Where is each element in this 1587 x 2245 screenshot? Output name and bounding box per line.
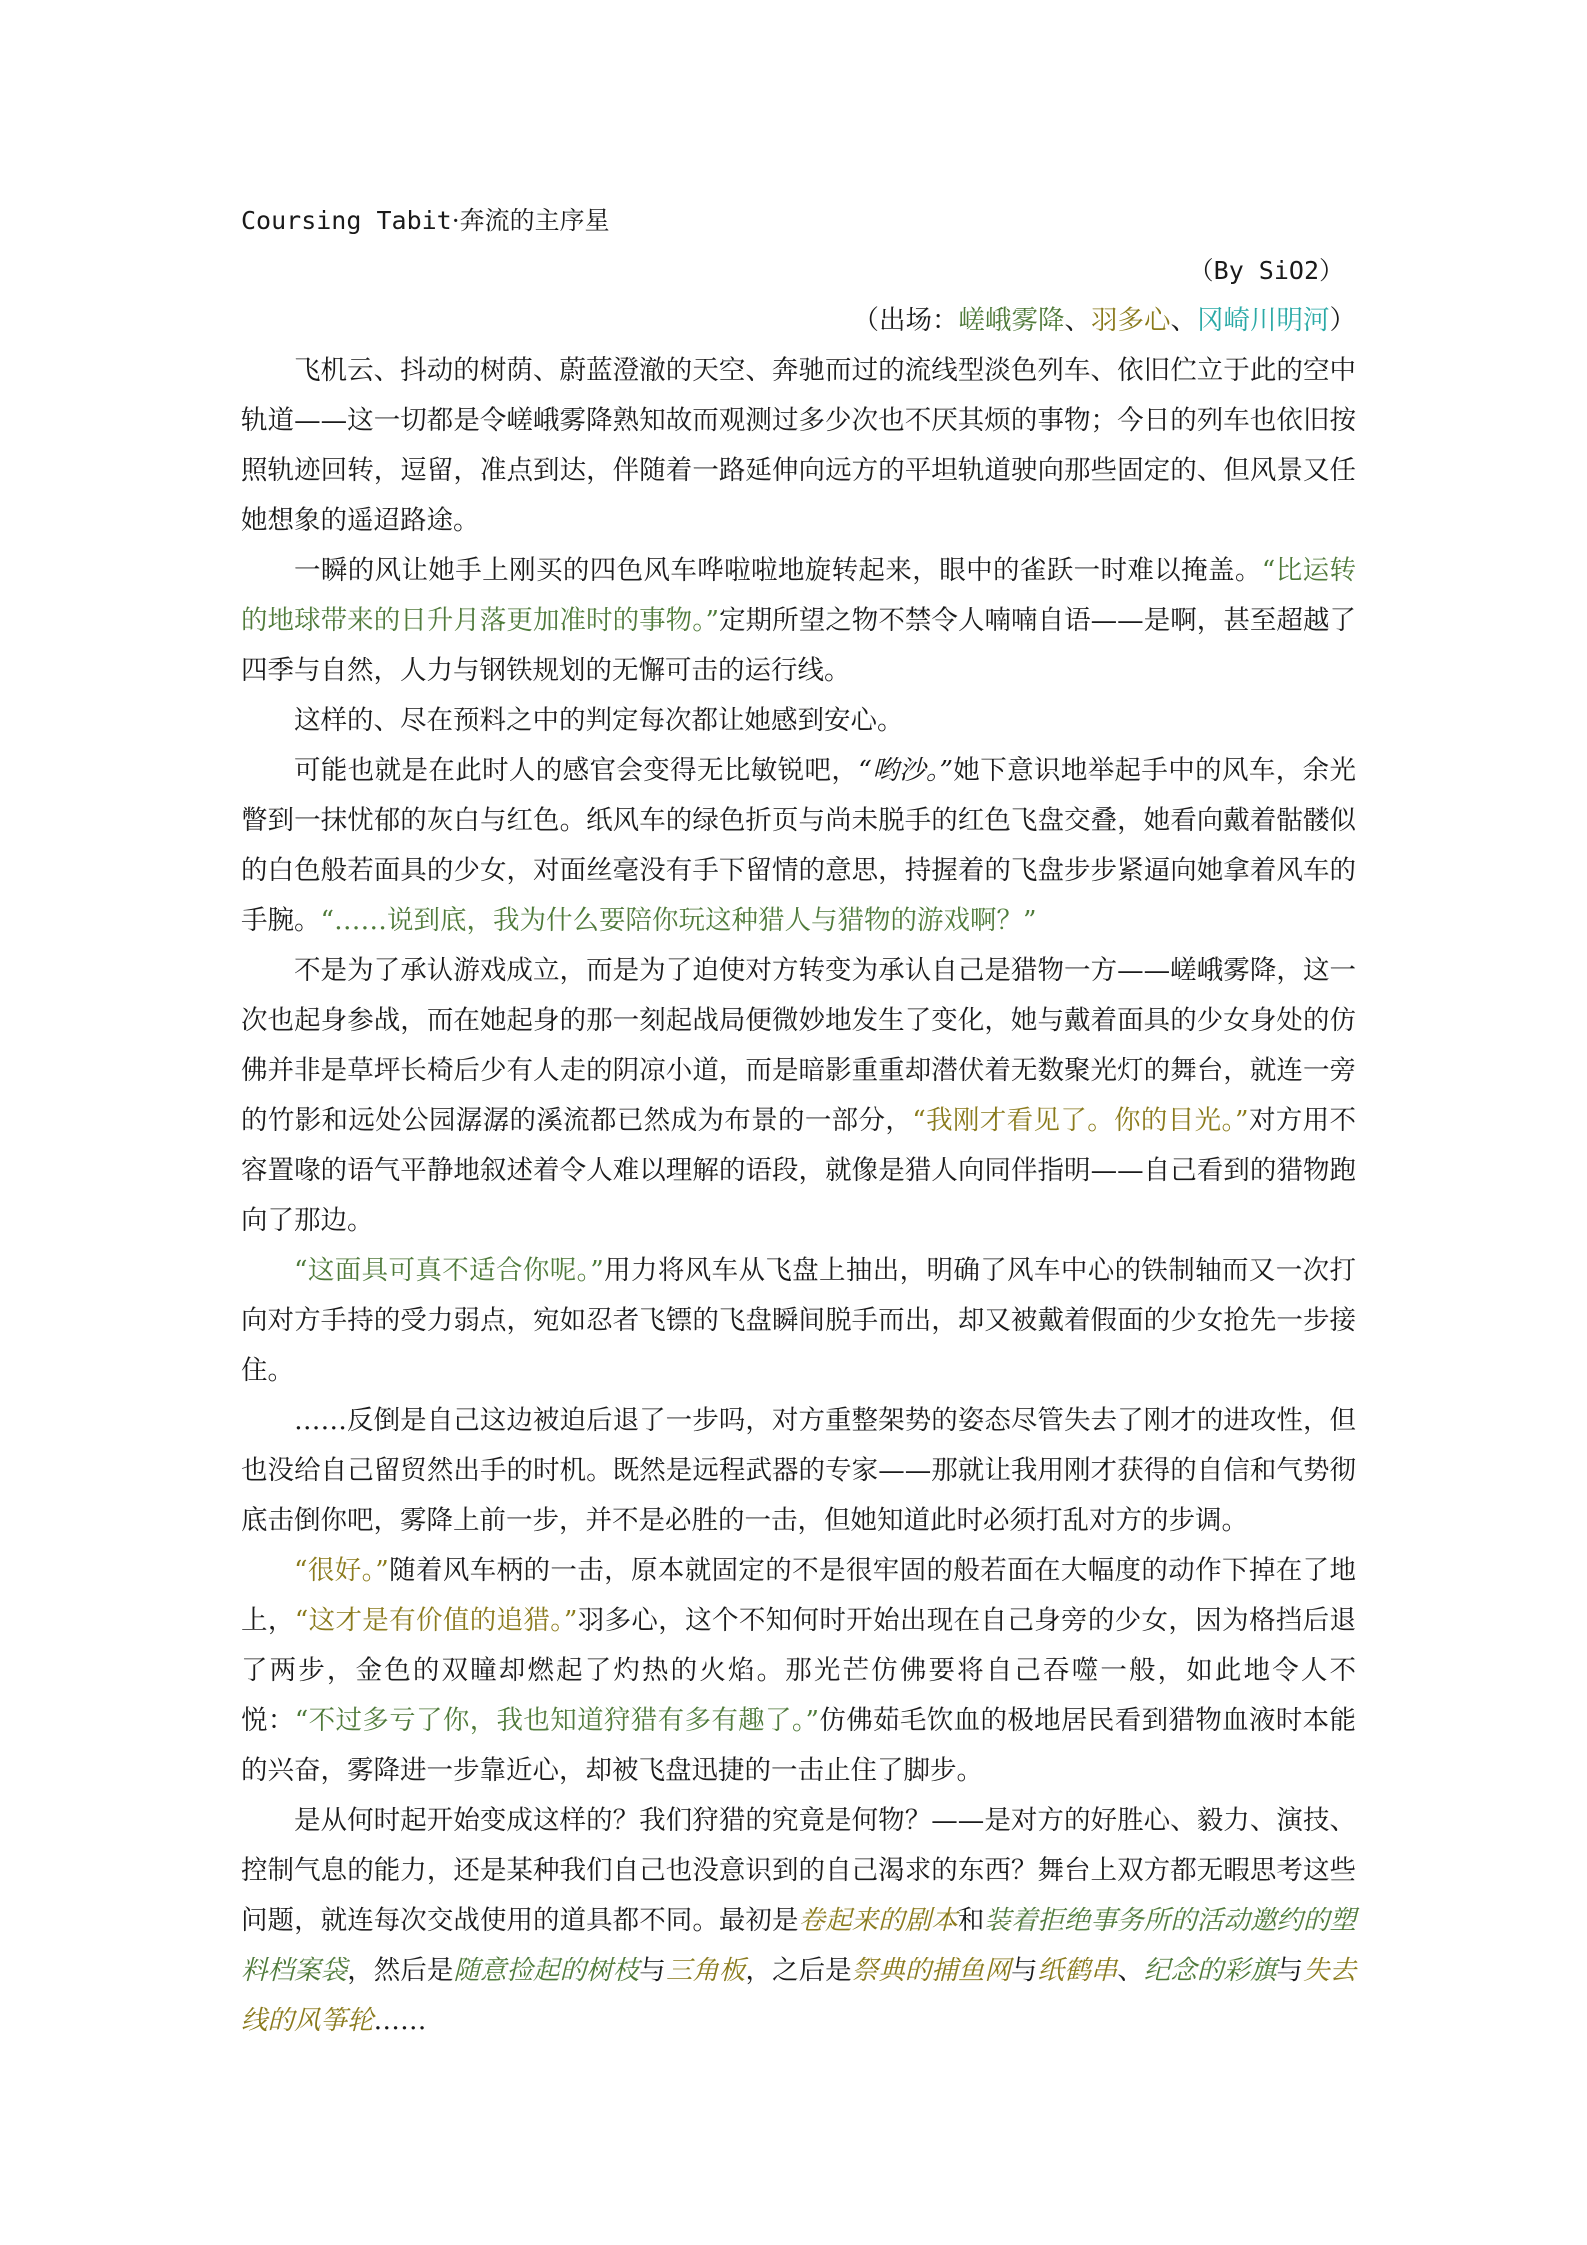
dialogue-segment: 三角板 <box>665 1955 746 1986</box>
dialogue-segment: “哟沙。” <box>858 755 953 786</box>
cast-sep-2: 、 <box>1170 305 1197 336</box>
paragraph <box>241 746 1356 946</box>
title-latin: Coursing Tabit <box>241 206 452 235</box>
document-page <box>241 196 1356 2046</box>
dialogue-segment: 纪念的彩旗 <box>1143 1955 1277 1986</box>
paragraph <box>241 696 1356 746</box>
text-segment: 随着风车柄的一击，原本就固定的不是很牢固的般若面在大幅度的动作下掉在了地上， <box>241 1555 1356 1636</box>
paragraph <box>241 346 1356 546</box>
cast-open: （出场： <box>852 305 959 336</box>
text-segment: 与 <box>639 1955 666 1986</box>
text-segment: 不是为了承认游戏成立，而是为了迫使对方转变为承认自己是猎物一方——嵯峨雾降，这一次也起身参战，而在她起身的那一刻起战局便微妙地发生了变化，她与戴着面具的少女身处的仿佛并非是草坪长椅后少有人走的阴凉小道，而是暗影重重却潜伏着无数聚光灯的舞台，就连一旁的竹影和远处公园潺潺的溪流都已然成为布景的一部分， <box>241 955 1356 1136</box>
text-segment: ……反倒是自己这边被迫后退了一步吗，对方重整架势的姿态尽管失去了刚才的进攻性，但也没给自己留贸然出手的时机。既然是远程武器的专家——那就让我用刚才获得的自信和气势彻底击倒你吧，雾降上前一步，并不是必胜的一击，但她知道此时必须打乱对方的步调。 <box>241 1405 1356 1536</box>
text-segment: 定期所望之物不禁令人喃喃自语——是啊，甚至超越了四季与自然，人力与钢铁规划的无懈可击的运行线。 <box>241 605 1356 686</box>
dialogue-segment: “比运转的地球带来的日升月落更加准时的事物。” <box>241 555 1356 636</box>
paragraph <box>241 1796 1356 2046</box>
dialogue-segment: “我刚才看见了。你的目光。” <box>912 1105 1249 1136</box>
dialogue-segment: 纸鹤串 <box>1037 1955 1118 1986</box>
cast-close: ） <box>1329 305 1356 336</box>
cast-name-2: 羽多心 <box>1091 305 1171 336</box>
text-segment: 这样的、尽在预料之中的判定每次都让她感到安心。 <box>294 705 904 736</box>
text-segment: 对方用不容置喙的语气平静地叙述着令人难以理解的语段，就像是猎人向同伴指明——自己看到的猎物跑向了那边。 <box>241 1105 1357 1236</box>
author-byline: （By SiO2） <box>1188 256 1344 285</box>
text-segment: 、 <box>1117 1955 1144 1986</box>
dialogue-segment: “……说到底，我为什么要陪你玩这种猎人与猎物的游戏啊？” <box>320 905 1037 936</box>
text-segment: ，之后是 <box>745 1955 852 1986</box>
paragraph <box>241 1396 1356 1546</box>
text-segment: 羽多心，这个不知何时开始出现在自己身旁的少女，因为格挡后退了两步，金色的双瞳却燃起了灼热的火焰。那光芒仿佛要将自己吞噬一般，如此地令人不悦： <box>241 1605 1356 1736</box>
text-segment: 一瞬的风让她手上刚买的四色风车哗啦啦地旋转起来，眼中的雀跃一时难以掩盖。 <box>294 555 1262 586</box>
cast-name-3: 冈崎川明河 <box>1197 305 1330 336</box>
paragraph <box>241 1546 1356 1796</box>
cast-name-1: 嵯峨雾降 <box>958 305 1065 336</box>
dialogue-segment: 随意捡起的树枝 <box>453 1955 640 1986</box>
dialogue-segment: 卷起来的剧本 <box>798 1905 958 1936</box>
title-separator: · <box>451 206 460 235</box>
story-body <box>241 346 1356 2046</box>
dialogue-segment: “这才是有价值的追猎。” <box>294 1605 578 1636</box>
text-segment: 是从何时起开始变成这样的？我们狩猎的究竟是何物？——是对方的好胜心、毅力、演技、控制气息的能力，还是某种我们自己也没意识到的自己渴求的东西？舞台上双方都无暇思考这些问题，就连每次交战使用的道具都不同。最初是 <box>241 1805 1356 1936</box>
dialogue-segment: “很好。” <box>294 1555 389 1586</box>
text-segment: 飞机云、抖动的树荫、蔚蓝澄澈的天空、奔驰而过的流线型淡色列车、依旧伫立于此的空中轨道——这一切都是令嵯峨雾降熟知故而观测过多少次也不厌其烦的事物；今日的列车也依旧按照轨迹回转，逗留，准点到达，伴随着一路延伸向远方的平坦轨道驶向那些固定的、但风景又任她想象的遥迢路途。 <box>241 355 1356 536</box>
paragraph <box>241 1246 1356 1396</box>
dialogue-segment: 失去线的风筝轮 <box>241 1955 1357 2036</box>
text-segment: 和 <box>957 1905 985 1936</box>
title-cjk: 奔流的主序星 <box>459 206 610 235</box>
cast-sep-1: 、 <box>1064 305 1091 336</box>
text-segment: 她下意识地举起手中的风车，余光瞥到一抹忧郁的灰白与红色。纸风车的绿色折页与尚未脱手的红色飞盘交叠，她看向戴着骷髅似的白色般若面具的少女，对面丝毫没有手下留情的意思，持握着的飞盘步步紧逼向她拿着风车的手腕。 <box>241 755 1356 936</box>
text-segment: 仿佛茹毛饮血的极地居民看到猎物血液时本能的兴奋，雾降进一步靠近心，却被飞盘迅捷的一击止住了脚步。 <box>241 1705 1357 1786</box>
paragraph <box>241 946 1356 1246</box>
text-segment: 可能也就是在此时人的感官会变得无比敏锐吧， <box>294 755 859 786</box>
dialogue-segment: “不过多亏了你，我也知道狩猎有多有趣了。” <box>294 1705 820 1736</box>
story-title <box>241 196 1356 246</box>
text-segment: ，然后是 <box>347 1955 454 1986</box>
paragraph <box>241 546 1356 696</box>
cast-list <box>241 296 1356 346</box>
text-segment: 用力将风车从飞盘上抽出，明确了风车中心的铁制轴而又一次打向对方手持的受力弱点，宛如忍者飞镖的飞盘瞬间脱手而出，却又被戴着假面的少女抢先一步接住。 <box>241 1255 1356 1386</box>
dialogue-segment: 祭典的捕鱼网 <box>851 1955 1011 1986</box>
text-segment: 与 <box>1276 1955 1304 1986</box>
dialogue-segment: “这面具可真不适合你呢。” <box>294 1255 604 1286</box>
dialogue-segment: 装着拒绝事务所的活动邀约的塑料档案袋 <box>241 1905 1357 1986</box>
text-segment: …… <box>373 2005 427 2036</box>
text-segment: 与 <box>1010 1955 1038 1986</box>
